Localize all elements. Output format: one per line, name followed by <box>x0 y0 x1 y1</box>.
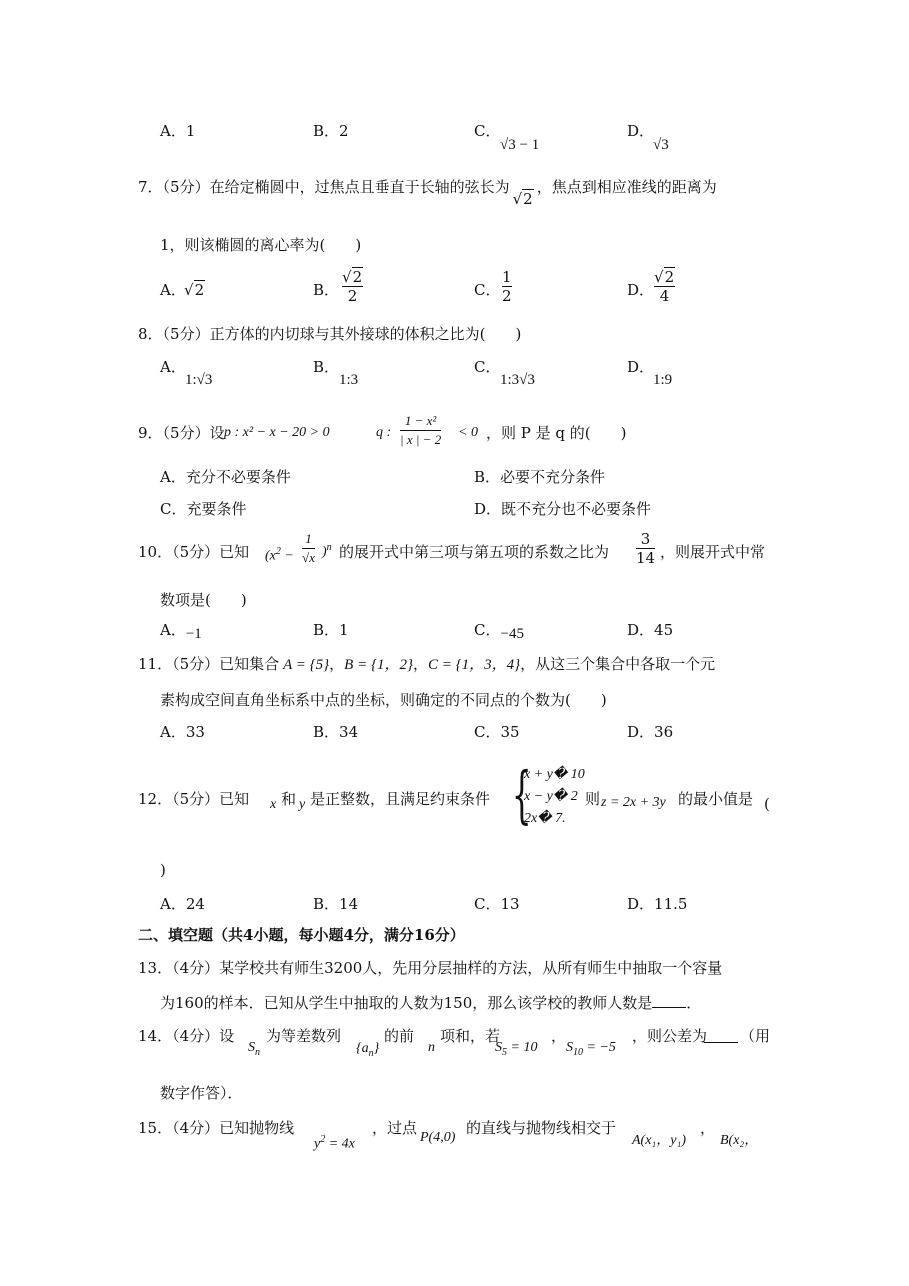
q14-comma: ， <box>551 1027 567 1045</box>
q9-q-label: q : <box>376 425 392 440</box>
q15-head: 15．（4分）已知抛物线 <box>138 1119 295 1137</box>
q14-sn: $S_n$ <box>248 1040 260 1058</box>
q14-mid4: ，则公差为 <box>632 1027 708 1045</box>
q10-option-d: D．45 <box>627 621 674 639</box>
q10-option-c: C．−45 <box>474 621 524 642</box>
q14-stem-line1 <box>138 1026 778 1066</box>
q12-head: 12．（5分）已知 <box>138 790 250 808</box>
q6-option-d-math: √3 <box>653 137 669 153</box>
q9-p-expr: p : x² − x − 20 > 0 <box>224 425 330 440</box>
set-b: B = {1，2} <box>344 657 413 673</box>
q11-option-a: A．33 <box>160 723 205 741</box>
q10-option-a: A．−1 <box>160 621 202 642</box>
q12-constraint-2: x − y� 2 <box>524 789 578 804</box>
q9-option-c: C．充要条件 <box>160 500 247 518</box>
q15-mid2: 的直线与抛物线相交于 <box>466 1119 617 1137</box>
q12-y: y <box>299 797 306 812</box>
q12-paren-open: ( <box>764 795 770 813</box>
q14-an: $\{a_n\}$ <box>356 1041 380 1059</box>
q9-option-a: A．充分不必要条件 <box>160 468 291 486</box>
q14-n: n <box>428 1040 435 1055</box>
q10-option-b: B．1 <box>313 621 349 639</box>
q7-option-b: B． <box>313 281 340 299</box>
q15-parabola: $y^2 = 4x$ <box>314 1134 355 1152</box>
q9-q-tail: < 0 <box>458 425 478 440</box>
set-a: A = {5} <box>283 657 330 673</box>
q11-option-c: C．35 <box>474 723 520 741</box>
q9-q-frac: $\frac{\text{1 − x²}}{| x | - 2}$ <box>400 413 442 447</box>
q9-tail: ，则 P 是 q 的( ) <box>486 424 627 442</box>
q15-mid: ，过点 <box>372 1119 418 1137</box>
q14-s10: $S_{10} = -5$ <box>566 1040 616 1058</box>
q10-binomial-left: ($x^2$ − <box>265 546 294 564</box>
q12-option-c: C．13 <box>474 895 520 913</box>
q12-constraint-system <box>524 764 585 830</box>
q10-binomial-frac: $\frac{1}{√x}$ <box>302 531 315 565</box>
q12-then: 则 <box>585 790 601 808</box>
q11-option-d: D．36 <box>627 723 674 741</box>
q7-option-a: A． <box>160 281 186 299</box>
q12-and: 和 <box>281 790 297 808</box>
q14-mid2: 的前 <box>384 1027 415 1045</box>
q13-stem-line1: 13．（4分）某学校共有师生3200人，先用分层抽样的方法，从所有师生中抽取一个容量 <box>138 959 723 977</box>
q7-option-c: C． <box>474 281 501 299</box>
q7-option-b-frac: $\frac{√2}{2}$ <box>342 268 363 305</box>
q14-mid1: 为等差数列 <box>266 1027 342 1045</box>
q7-option-d-frac: $\frac{√2}{4}$ <box>654 268 675 305</box>
q8-option-b: B． <box>313 358 340 376</box>
q12-option-b: B．14 <box>313 895 359 913</box>
set-c: C = {1，3，4} <box>427 657 521 673</box>
answer-blank <box>652 993 686 1008</box>
q14-s5: $S_5 = 10$ <box>495 1040 538 1058</box>
q12-z-expr: z = 2x + 3y <box>601 795 666 810</box>
q10-binomial-right: )$^n$ <box>322 542 332 560</box>
q14-tail: （用 <box>740 1027 771 1045</box>
q15-comma: ， <box>700 1119 716 1137</box>
q6-option-c: C． <box>474 122 501 140</box>
q8-stem: 8．（5分）正方体的内切球与其外接球的体积之比为( ) <box>138 325 522 343</box>
q8-option-c: C． <box>474 358 501 376</box>
q12-system-brace: { <box>511 758 532 831</box>
q15-point-a: A(x₁，y₁) <box>632 1133 687 1148</box>
q12-option-d: D．11.5 <box>627 895 688 913</box>
q13-stem-line2: 为160的样本．已知从学生中抽取的人数为150，那么该学校的教师人数是 ． <box>160 994 702 1012</box>
q12-stem-line1 <box>138 758 778 838</box>
section-heading: 二、填空题（共4小题，每小题4分，满分16分） <box>138 926 465 944</box>
q7-head: 7．（5分）在给定椭圆中，过焦点且垂直于长轴的弦长为 <box>138 178 510 196</box>
q15-stem-line1 <box>138 1118 778 1158</box>
q10-mid: 的展开式中第三项与第五项的系数之比为 <box>339 543 610 561</box>
q12-tail: 的最小值是 <box>678 790 754 808</box>
q12-constraint-1: x + y� 10 <box>524 767 585 782</box>
q7-tail: ，焦点到相应准线的距离为 <box>536 178 717 196</box>
q9-option-b: B．必要不充分条件 <box>474 468 606 486</box>
q11-option-b: B．34 <box>313 723 359 741</box>
q8-option-a: A． <box>160 358 186 376</box>
q11-stem-line2: 素构成空间直角坐标系中点的坐标，则确定的不同点的个数为( ) <box>160 691 607 709</box>
q7-stem-line2: 1，则该椭圆的离心率为( ) <box>160 236 362 254</box>
q9-option-d: D．既不充分也不必要条件 <box>474 500 652 518</box>
q8-option-b-math: 1:3 <box>339 372 359 388</box>
q10-ratio-frac: $\frac{3}{14}$ <box>636 530 656 567</box>
q14-head: 14．（4分）设 <box>138 1027 235 1045</box>
q6-option-a: A．1 <box>160 122 196 140</box>
q15-point: P(4,0) <box>420 1130 456 1145</box>
q10-head: 10．（5分）已知 <box>138 543 250 561</box>
q11-stem-line1: 11．（5分）已知集合 A = {5}，B = {1，2}，C = {1，3，4}，从这三个集合中各取一个元 <box>138 655 716 673</box>
q8-option-c-math: 1:3√3 <box>500 372 535 388</box>
q7-stem-line1 <box>138 177 717 208</box>
q6-option-b: B．2 <box>313 122 349 140</box>
q8-option-a-math: 1:√3 <box>185 372 213 388</box>
q12-constraint-3: 2x� 7. <box>524 811 566 826</box>
q12-mid: 是正整数，且满足约束条件 <box>310 790 491 808</box>
q14-stem-line2: 数字作答）． <box>160 1084 243 1102</box>
q7-option-a-math: √2 <box>184 281 205 299</box>
q9-head: 9．（5分）设 <box>138 424 225 442</box>
q12-x: x <box>270 797 277 812</box>
q14-mid3: 项和，若 <box>440 1027 501 1045</box>
q15-point-b: B(x₂， <box>720 1133 759 1148</box>
q8-option-d: D． <box>627 358 655 376</box>
q12-paren-close: ) <box>160 861 166 879</box>
sqrt2-expr: √2 <box>512 190 533 208</box>
q8-option-d-math: 1:9 <box>653 372 673 388</box>
q10-tail: ，则展开式中常 <box>660 543 766 561</box>
q7-option-c-frac: $\frac{1}{2}$ <box>502 268 512 305</box>
q7-option-d: D． <box>627 281 655 299</box>
q6-option-c-math: √3 − 1 <box>500 137 540 153</box>
q10-stem-line2: 数项是( ) <box>160 591 247 609</box>
q6-option-d: D． <box>627 122 655 140</box>
q12-option-a: A．24 <box>160 895 205 913</box>
answer-blank <box>704 1028 738 1043</box>
